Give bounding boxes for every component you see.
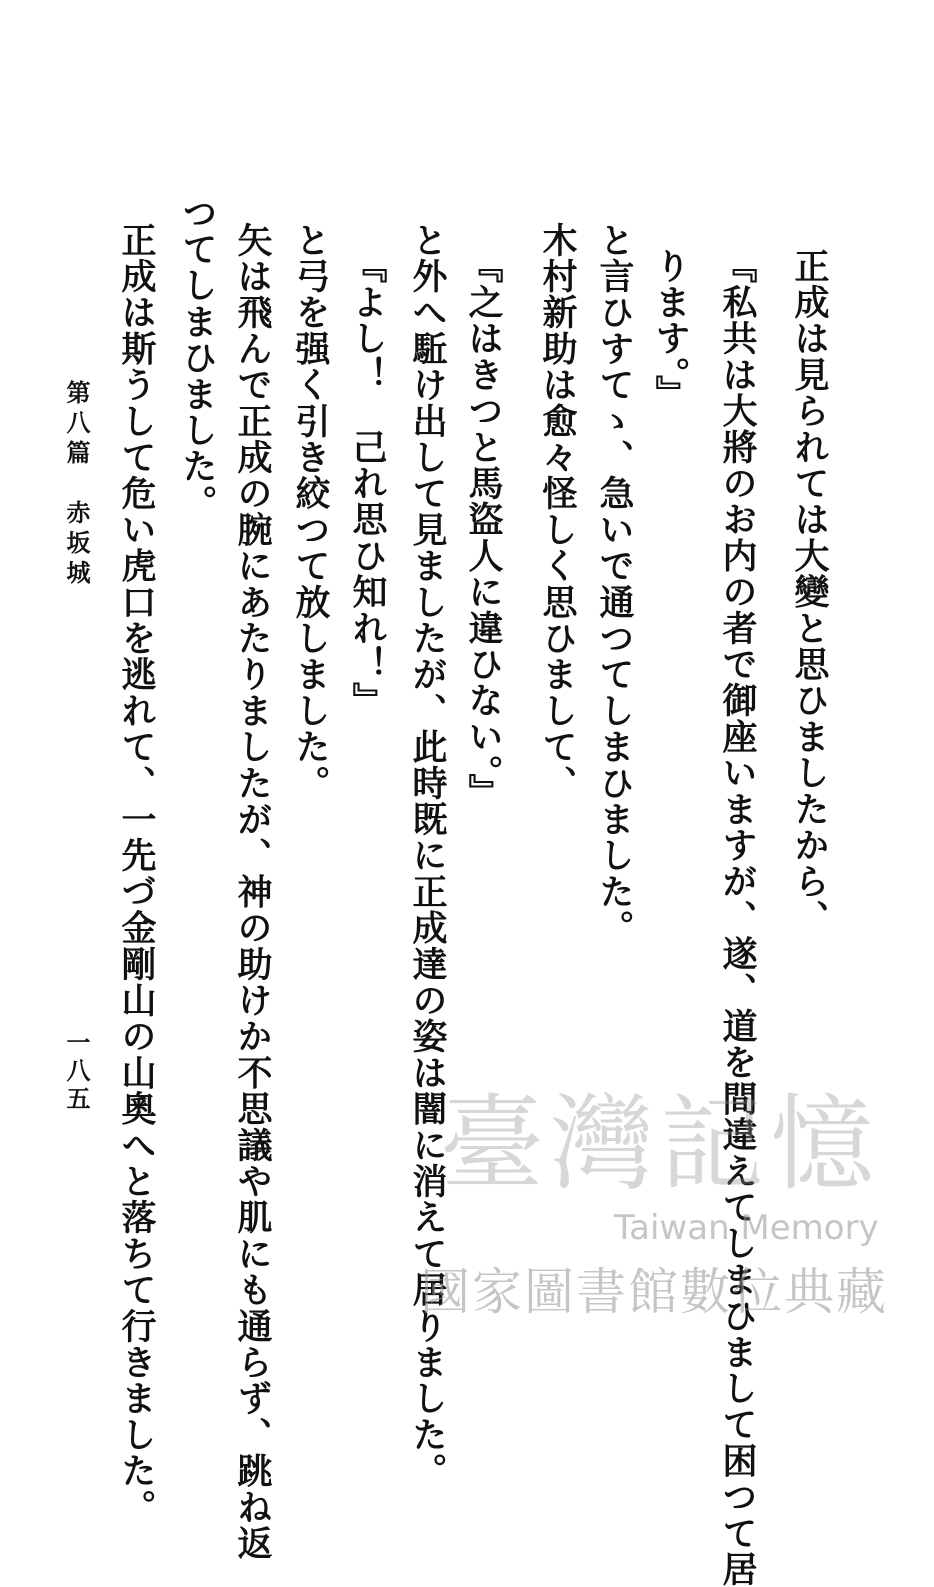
running-header xyxy=(62,380,91,590)
text-line-3: ります。』 xyxy=(650,248,691,412)
chapter-title: 赤坂城 xyxy=(62,500,91,590)
text-line-9: と弓を强く引き絞つて放しました。 xyxy=(290,222,331,802)
text-line-6: 『之はきつと馬盜人に違ひない。』 xyxy=(463,248,504,810)
text-line-10: 矢は飛んで正成の腕にあたりましたが、神の助けか不思議や肌にも通らず、跳ね返 xyxy=(232,222,273,1562)
text-line-5: 木村新助は愈々怪しく思ひまして、 xyxy=(537,222,578,802)
watermark-script: 臺灣記憶 xyxy=(440,1083,881,1205)
header-gap xyxy=(62,470,91,500)
text-line-7: と外へ駈け出して見ましたが、此時既に正成達の姿は闇に消えて居りました。 xyxy=(407,222,448,1489)
text-line-11: つてしまひました。 xyxy=(177,195,218,521)
chapter-label: 第八篇 xyxy=(62,380,91,470)
text-line-1: 正成は見られては大變と思ひましたから、 xyxy=(789,248,830,936)
page-number: 一八五 xyxy=(62,1030,91,1114)
text-line-12: 正成は斯うして危い虎口を逃れて、一先づ金剛山の山奧へと落ちて行きました。 xyxy=(116,222,157,1526)
text-line-8: 『よし！ 己れ思ひ知れ！』 xyxy=(347,248,388,719)
watermark-chinese: 國家圖書館數位典藏 xyxy=(420,1263,888,1321)
text-line-2: 『私共は大將のお内の者で御座いますが、遂、道を間違えてしまひまして困つて居 xyxy=(717,248,758,1587)
watermark-english: Taiwan Memory xyxy=(614,1208,879,1248)
text-line-4: と言ひすてゝ、急いで通つてしまひました。 xyxy=(594,222,635,946)
